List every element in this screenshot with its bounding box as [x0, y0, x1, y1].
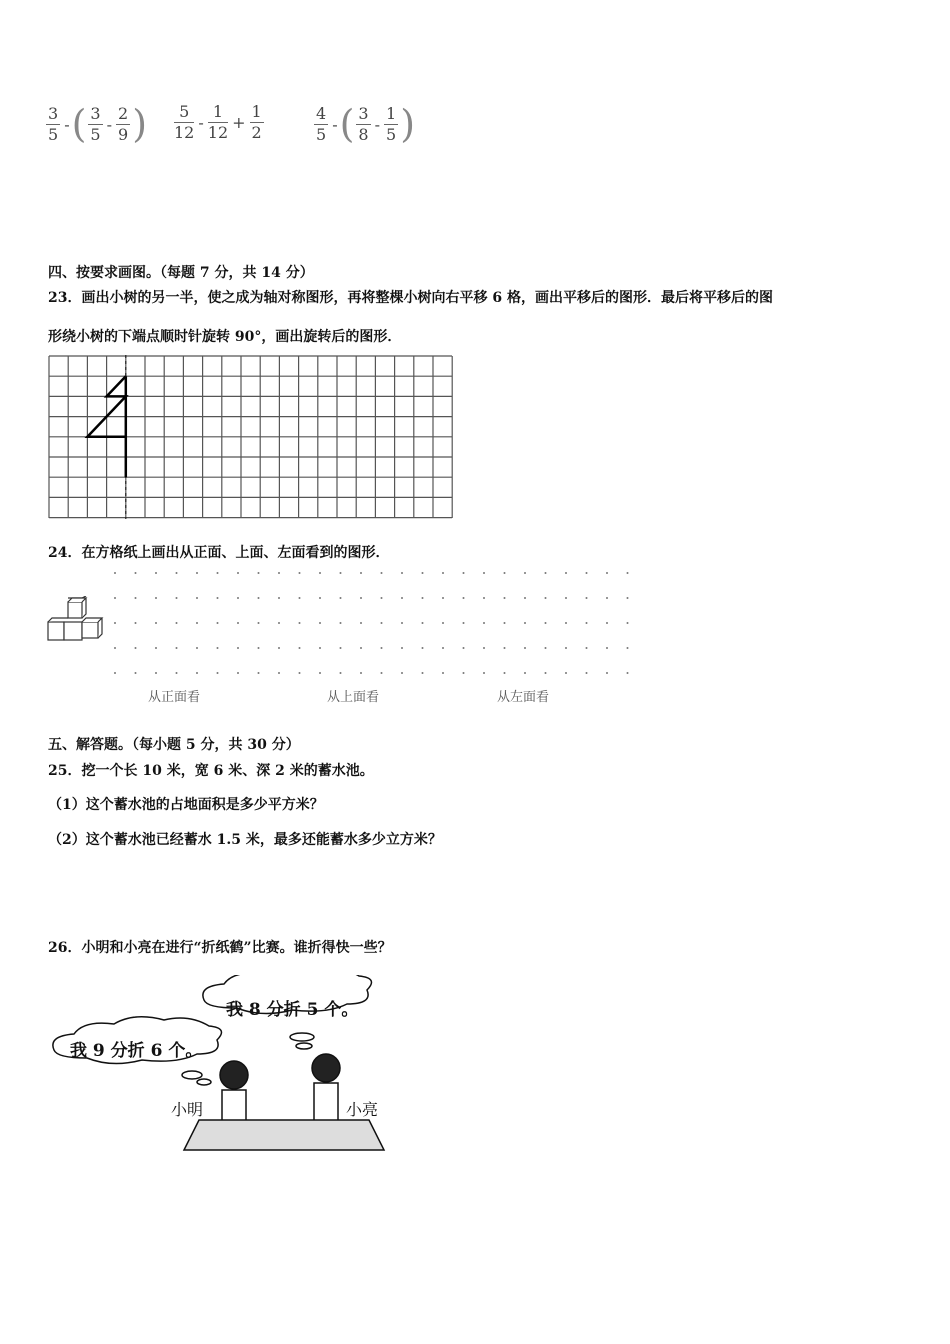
tree-grid [48, 355, 453, 519]
section-5-title: 五、解答题。（每小题 5 分，共 30 分） [48, 737, 300, 753]
view-label-front: 从正面看 [148, 690, 201, 705]
question-25: 25．挖一个长 10 米，宽 6 米、深 2 米的蓄水池。 [48, 763, 374, 779]
question-25-1: （1）这个蓄水池的占地面积是多少平方米？ [48, 797, 324, 813]
bubble-xiaoliang: 我 8 分折 5 个。 [226, 1000, 359, 1020]
view-label-top: 从上面看 [327, 690, 380, 705]
expression-2: $\frac{5}{12}$ - $\frac{1}{12}$ + $\frac{1}{2}$ [174, 102, 262, 142]
expression-1: $\frac{3}{5}$ -( $\frac{3}{5}$ - $\frac{2}{9}$ ) [48, 102, 148, 146]
question-23: 23．画出小树的另一半，使之成为轴对称图形，再将整棵小树向右平移 6 格，画出平移后的图形．最后将平移后的图 [48, 290, 773, 306]
question-26: 26．小明和小亮在进行“折纸鹤”比赛。谁折得快一些？ [48, 940, 392, 956]
view-label-left: 从左面看 [497, 690, 550, 705]
dot-grid-paper [110, 568, 635, 678]
bubble-xiaoming: 我 9 分折 6 个。 [70, 1041, 203, 1061]
name-xiaoming: 小明 [171, 1100, 204, 1119]
expression-3: $\frac{4}{5}$ -( $\frac{3}{8}$ - $\frac{1}{5}$ ) [316, 102, 416, 146]
question-24: 24．在方格纸上画出从正面、上面、左面看到的图形． [48, 545, 390, 561]
question-23-cont: 形绕小树的下端点顺时针旋转 90°，画出旋转后的图形． [48, 329, 402, 345]
cube-figure [46, 596, 108, 644]
name-xiaoliang: 小亮 [346, 1100, 379, 1119]
section-4-title: 四、按要求画图。（每题 7 分，共 14 分） [48, 265, 314, 281]
question-25-2: （2）这个蓄水池已经蓄水 1.5 米，最多还能蓄水多少立方米？ [48, 832, 442, 848]
